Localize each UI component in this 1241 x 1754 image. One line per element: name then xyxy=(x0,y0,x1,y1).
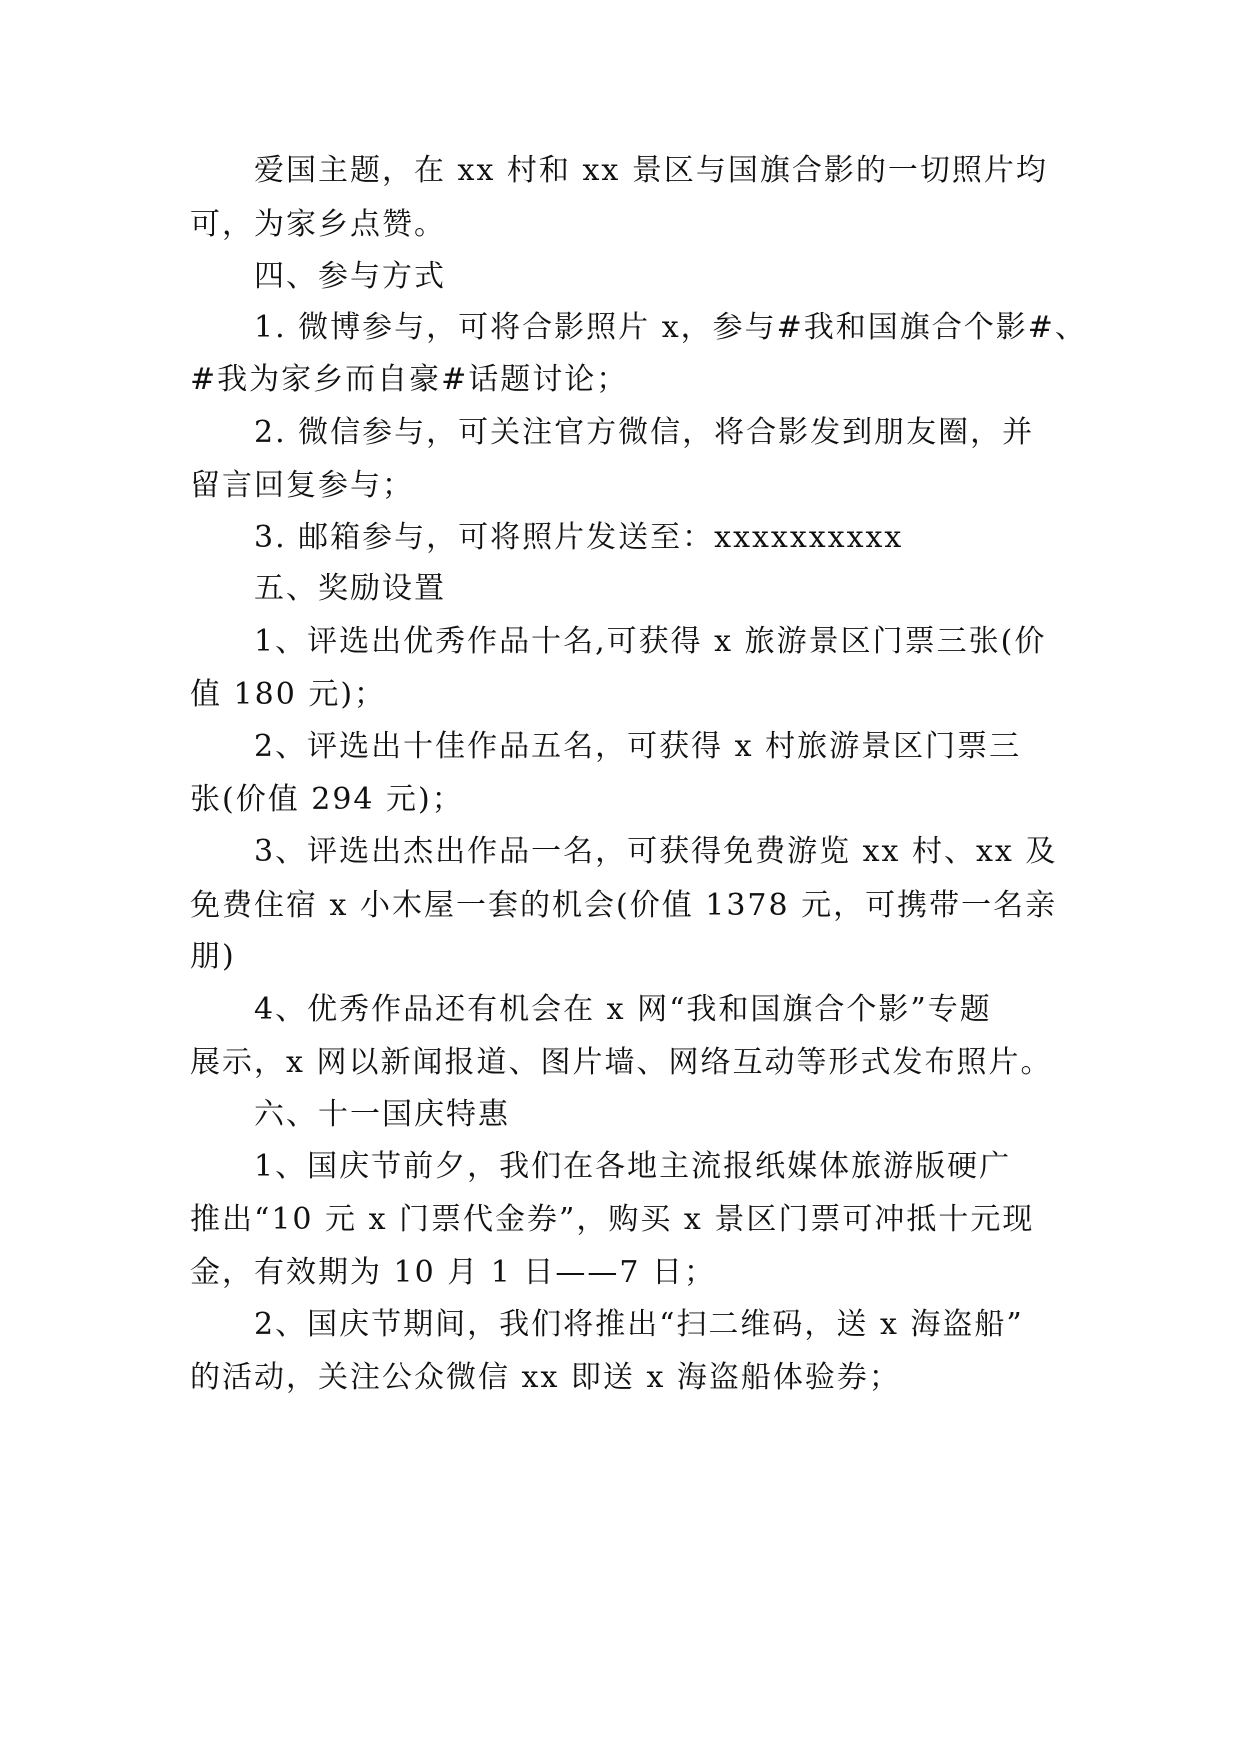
text-line: #我为家乡而自豪#话题讨论； xyxy=(190,362,629,397)
text-line: 1、评选出优秀作品十名,可获得 x 旅游景区门票三张(价 xyxy=(254,624,1047,659)
text-line: 1、国庆节前夕，我们在各地主流报纸媒体旅游版硬广 xyxy=(254,1149,1012,1184)
text-line: 3、评选出杰出作品一名，可获得免费游览 xx 村、xx 及 xyxy=(254,834,1058,869)
text-line: 2. 微信参与，可关注官方微信，将合影发到朋友圈，并 xyxy=(254,415,1035,450)
text-line: 可，为家乡点赞。 xyxy=(190,207,446,242)
text-line: 3. 邮箱参与，可将照片发送至：xxxxxxxxxx xyxy=(254,520,904,555)
text-line: 爱国主题，在 xx 村和 xx 景区与国旗合影的一切照片均 xyxy=(254,153,1048,188)
section-heading: 六、十一国庆特惠 xyxy=(254,1097,510,1132)
text-line: 金，有效期为 10 月 1 日——7 日； xyxy=(190,1255,717,1290)
text-line: 张(价值 294 元)； xyxy=(190,782,464,817)
text-line: 2、评选出十佳作品五名，可获得 x 村旅游景区门票三 xyxy=(254,729,1022,764)
text-line: 推出“10 元 x 门票代金券”，购买 x 景区门票可冲抵十元现 xyxy=(190,1202,1035,1237)
text-line: 的活动，关注公众微信 xx 即送 x 海盗船体验券； xyxy=(190,1360,901,1395)
section-heading: 四、参与方式 xyxy=(254,259,446,294)
text-line: 留言回复参与； xyxy=(190,468,414,503)
text-line: 朋) xyxy=(190,939,236,974)
text-line: 展示，x 网以新闻报道、图片墙、网络互动等形式发布照片。 xyxy=(190,1045,1053,1080)
text-line: 1. 微博参与，可将合影照片 x，参与#我和国旗合个影#、 xyxy=(254,310,1087,345)
text-line: 4、优秀作品还有机会在 x 网“我和国旗合个影”专题 xyxy=(254,992,992,1027)
text-line: 值 180 元)； xyxy=(190,677,387,712)
text-line: 2、国庆节期间，我们将推出“扫二维码，送 x 海盗船” xyxy=(254,1307,1024,1342)
text-line: 免费住宿 x 小木屋一套的机会(价值 1378 元，可携带一名亲 xyxy=(190,888,1058,923)
section-heading: 五、奖励设置 xyxy=(254,571,446,606)
